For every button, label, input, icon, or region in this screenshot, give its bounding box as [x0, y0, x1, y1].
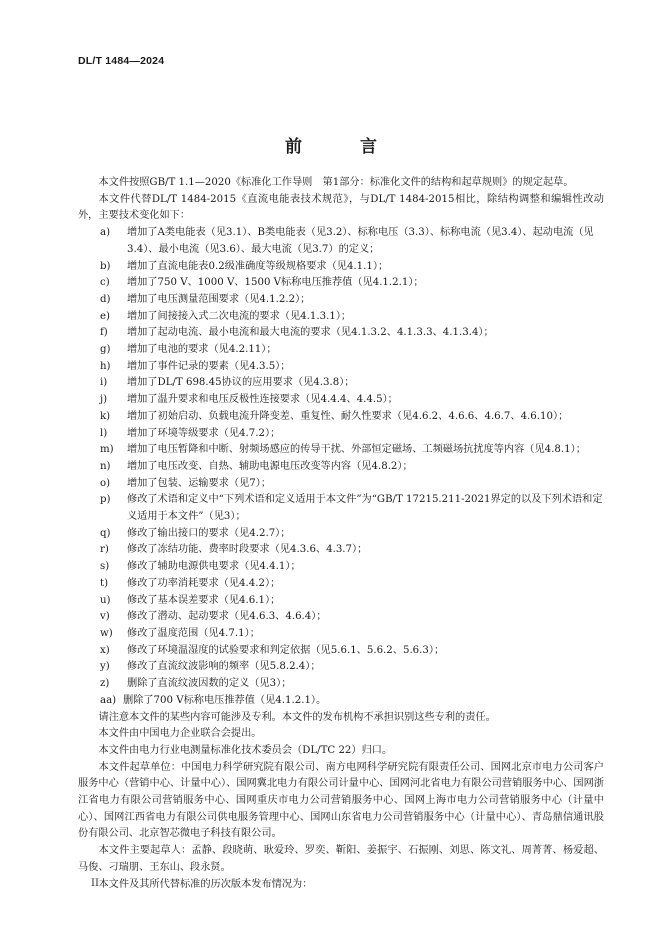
list-item: [78, 593, 604, 610]
page-title: 前 言: [285, 137, 403, 157]
list-item-label: r): [100, 544, 109, 556]
list-item: [78, 442, 604, 459]
intro-paragraph-1: 本文件按照GB/T 1.1—2020《标准化工作导则 第1部分：标准化文件的结构和起草规则》的规定起草。: [98, 177, 574, 188]
proposer-paragraph: 本文件由中国电力企业联合会提出。: [98, 728, 262, 740]
list-item-label: l): [100, 427, 108, 439]
list-item-text: 增加了电压暂降和中断、射频场感应的传导干扰、外部恒定磁场、工频磁场抗扰度等内容（见4.8.1）；: [127, 444, 586, 456]
list-item: [78, 492, 604, 525]
list-item-text: 增加了电池的要求（见4.2.11）；: [127, 344, 277, 356]
changes-list: [78, 225, 604, 709]
list-item-text: 删除了直流纹波因数的定义（见3）；: [127, 678, 292, 690]
document-body: [78, 175, 604, 893]
list-item: [78, 225, 604, 258]
committee-paragraph: 本文件由电力行业电测量标准化技术委员会（DL/TC 22）归口。: [98, 744, 393, 756]
list-item-text: 增加了环境等级要求（见4.7.2）；: [127, 427, 281, 439]
list-item-label: s): [100, 561, 110, 573]
list-item-label: g): [100, 344, 111, 356]
list-item-label: k): [100, 410, 111, 422]
list-item: [78, 409, 604, 426]
list-item-label: t): [100, 577, 109, 589]
list-item-label: c): [100, 277, 110, 289]
list-item-label: h): [100, 360, 111, 372]
list-item-label: o): [100, 477, 111, 489]
list-item-text: 修改了辅助电源供电要求（见4.4.1）；: [127, 561, 301, 573]
list-item-text: 增加了DL/T 698.45协议的应用要求（见4.3.8）；: [127, 377, 355, 389]
list-item-label: i): [100, 377, 108, 389]
list-item-label: p): [100, 494, 111, 506]
list-item: [78, 359, 604, 376]
list-item-text: 修改了功率消耗要求（见4.4.2）；: [127, 577, 281, 589]
list-item: [78, 275, 604, 292]
list-item-text: 修改了基本误差要求（见4.6.1）；: [127, 594, 281, 606]
list-item: [78, 542, 604, 559]
list-item-text: 增加了A类电能表（见3.1）、B类电能表（见3.2）、标称电压（3.3）、标称电流（见3.4）、起动电流（见3.4）、最小电流（见3.6）、最大电流（见3.7）的定义；: [127, 227, 594, 255]
list-item: [78, 676, 604, 693]
list-item-text: 增加了电压测量范围要求（见4.1.2.2）；: [127, 293, 311, 305]
page-number: II: [91, 878, 99, 889]
list-item-text: 修改了直流纹波影响的频率（见5.8.2.4）；: [127, 661, 321, 673]
list-item-text: 增加了间接接入式二次电流的要求（见4.1.3.1）；: [127, 310, 352, 322]
list-item-text: 增加了温升要求和电压反极性连接要求（见4.4.4、4.4.5）；: [127, 394, 398, 406]
list-item: [78, 643, 604, 660]
list-item: [78, 559, 604, 576]
list-item: [78, 693, 604, 710]
list-item: [78, 259, 604, 276]
list-item-text: 增加了包装、运输要求（见7）；: [127, 477, 272, 489]
standard-code: DL/T 1484—2024: [78, 55, 165, 67]
drafters-paragraph: 本文件主要起草人：孟静、段晓萌、耿爱玲、罗奕、靳阳、姜振宇、石振刚、刘思、陈文礼、周菁菁、杨爱超、马俊、刁瑞朋、王东山、段永贤。: [78, 845, 604, 873]
list-item-text: 增加了初始启动、负载电流升降变差、重复性、耐久性要求（见4.6.2、4.6.6、4.6.7、4.6.10）；: [127, 410, 569, 422]
list-item-label: v): [100, 611, 110, 623]
list-item-label: d): [100, 293, 111, 305]
list-item-text: 增加了750 V、1000 V、1500 V标称电压推荐值（见4.1.2.1）；: [127, 277, 424, 289]
list-item: [78, 526, 604, 543]
list-item-label: z): [100, 678, 110, 690]
list-item-label: b): [100, 260, 111, 272]
list-item-text: 修改了术语和定义中“下列术语和定义适用于本文件”为“GB/T 17215.211-2021界定的以及下列术语和定义适用于本文件”（见3）；: [127, 494, 603, 523]
list-item-label: a): [100, 227, 111, 239]
list-item: [78, 476, 604, 493]
intro-paragraph-2: 本文件代替DL/T 1484-2015《直流电能表技术规范》，与DL/T 1484-2015相比，除结构调整和编辑性改动外，主要技术变化如下：: [78, 193, 604, 222]
list-item: [78, 292, 604, 309]
history-paragraph: 本文件及其所代替标准的历次版本发布情况为：: [98, 878, 313, 890]
list-item-label: u): [100, 594, 111, 606]
list-item-label: j): [100, 394, 108, 406]
list-item-label: e): [100, 310, 111, 322]
list-item-text: 修改了冻结功能、费率时段要求（见4.3.6、4.3.7）；: [127, 544, 368, 556]
list-item-label: q): [100, 527, 111, 539]
list-item: [78, 375, 604, 392]
list-item-label: x): [100, 644, 110, 656]
list-item-text: 修改了环境温湿度的试验要求和判定依据（见5.6.1、5.6.2、5.6.3）；: [127, 644, 445, 656]
list-item-label: w): [100, 627, 113, 639]
list-item-label: aa): [100, 694, 117, 706]
list-item: [78, 609, 604, 626]
list-item-text: 增加了事件记录的要素（见4.3.5）；: [127, 360, 291, 372]
list-item: [78, 309, 604, 326]
patent-notice: 请注意本文件的某些内容可能涉及专利。本文件的发布机构不承担识别这些专利的责任。: [98, 711, 496, 723]
list-item: [78, 459, 604, 476]
list-item: [78, 626, 604, 643]
list-item-text: 增加了起动电流、最小电流和最大电流的要求（见4.1.3.2、4.1.3.3、4.1.3.4）；: [127, 327, 494, 339]
list-item-text: 修改了潜动、起动要求（见4.6.3、4.6.4）；: [127, 611, 327, 623]
list-item: [78, 576, 604, 593]
list-item: [78, 392, 604, 409]
list-item-text: 增加了电压改变、自热、辅助电源电压改变等内容（见4.8.2）；: [127, 460, 413, 472]
list-item: [78, 342, 604, 359]
list-item-text: 增加了直流电能表0.2级准确度等级规格要求（见4.1.1）；: [127, 260, 389, 272]
list-item-text: 修改了温度范围（见4.7.1）；: [127, 627, 260, 639]
list-item-label: y): [100, 661, 110, 673]
list-item-label: f): [100, 327, 108, 339]
list-item-text: 修改了输出接口的要求（见4.2.7）；: [127, 527, 291, 539]
list-item-label: m): [100, 444, 114, 456]
list-item: [78, 426, 604, 443]
list-item: [78, 325, 604, 342]
list-item-text: 删除了700 V标称电压推荐值（见4.1.2.1）。: [123, 694, 327, 706]
drafting-units-paragraph: 本文件起草单位：中国电力科学研究院有限公司、南方电网科学研究院有限责任公司、国网北京市电力公司客户服务中心（营销中心、计量中心）、国网冀北电力有限公司计量中心、国网河北省电力有限公司营销服务中心、国网浙江省电力有限公司营销服务中心、国网重庆市电力公司营销服务中心、国网上海市电力公司营销服务中心（计量中心）、国网江西省电力有限公司供电服务管理中心、国网山东省电力公司营销服务中心（计量中心）、青岛鼎信通讯股份有限公司、北京智芯微电子科技有限公司。: [78, 761, 604, 840]
list-item: [78, 659, 604, 676]
list-item-label: n): [100, 460, 111, 472]
